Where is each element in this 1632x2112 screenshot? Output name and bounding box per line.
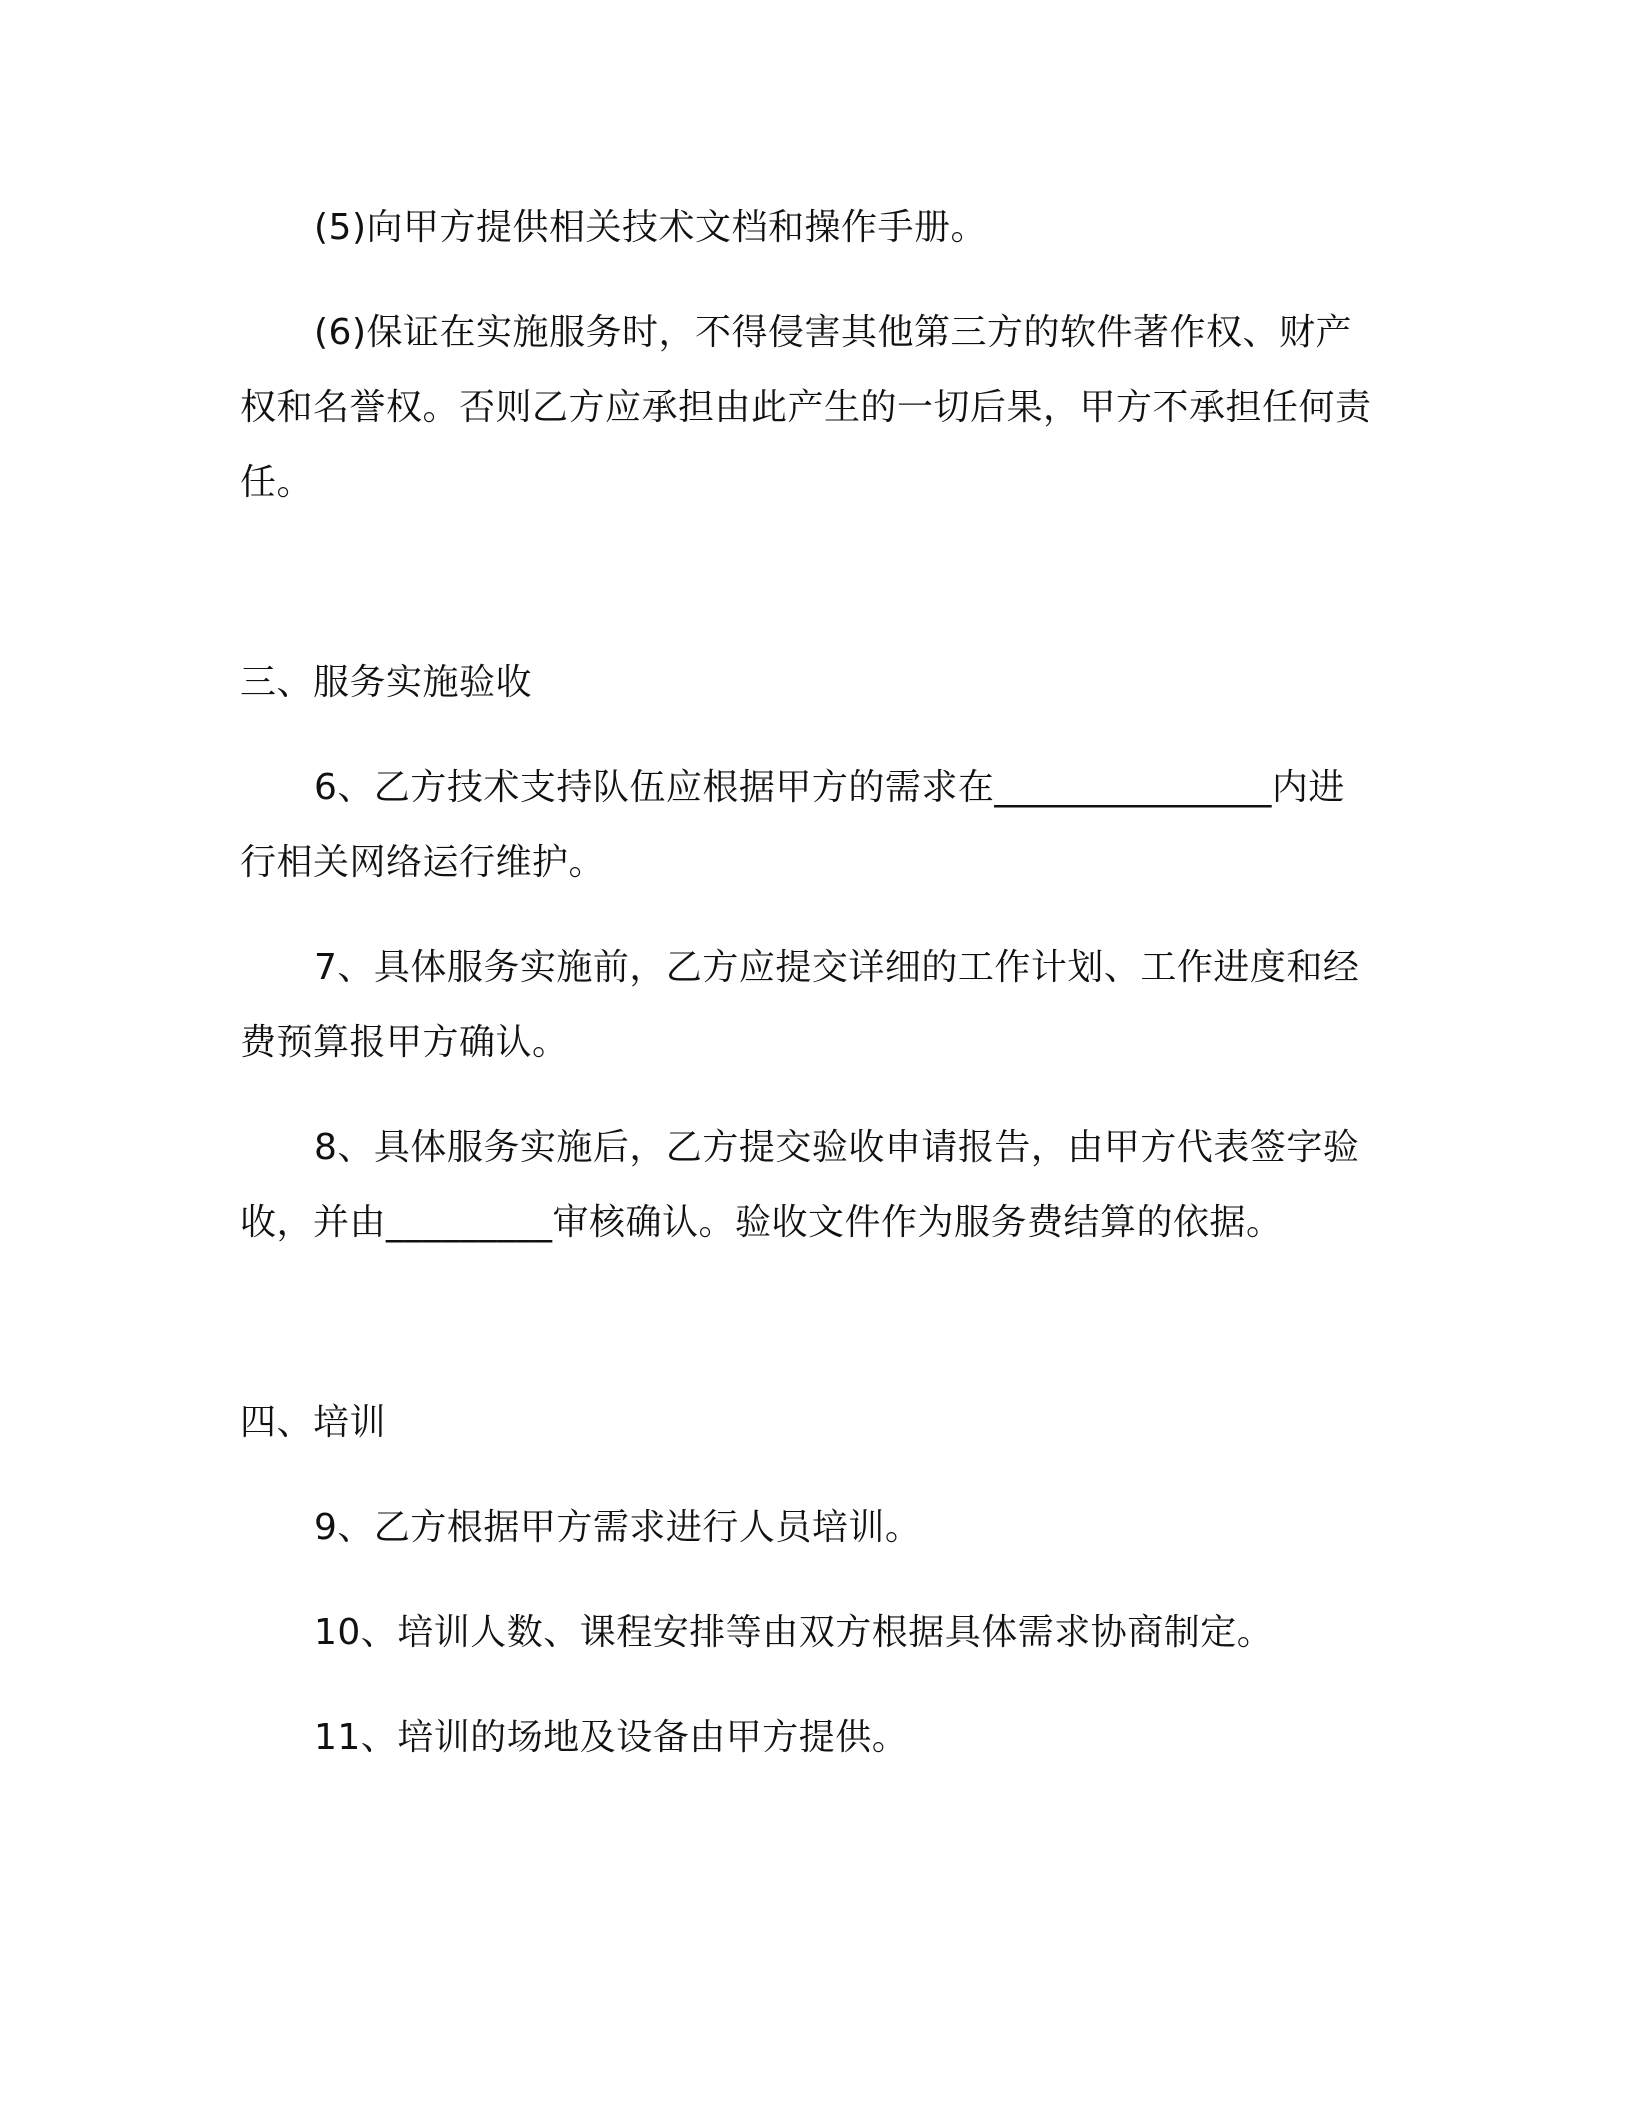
clause-10: 10、培训人数、课程安排等由双方根据具体需求协商制定。 [314, 1612, 1274, 1653]
clause-6: 6、乙方技术支持队伍应根据甲方的需求在_______________内进行相关网络运行维护。 [240, 767, 1345, 883]
section-heading-4: 四、培训 [240, 1402, 387, 1443]
section-heading-3: 三、服务实施验收 [240, 662, 533, 703]
clause-7: 7、具体服务实施前，乙方应提交详细的工作计划、工作进度和经费预算报甲方确认。 [240, 947, 1360, 1063]
clause-11: 11、培训的场地及设备由甲方提供。 [314, 1717, 909, 1758]
clause-8: 8、具体服务实施后，乙方提交验收申请报告，由甲方代表签字验收，并由_________审核确认。验收文件作为服务费结算的依据。 [240, 1127, 1360, 1243]
clause-9: 9、乙方根据甲方需求进行人员培训。 [314, 1507, 922, 1548]
document-body [240, 190, 1376, 1775]
paragraph-item-5: (5)向甲方提供相关技术文档和操作手册。 [314, 207, 987, 248]
paragraph-item-6: (6)保证在实施服务时，不得侵害其他第三方的软件著作权、财产权和名誉权。否则乙方应承担由此产生的一切后果，甲方不承担任何责任。 [240, 312, 1372, 503]
